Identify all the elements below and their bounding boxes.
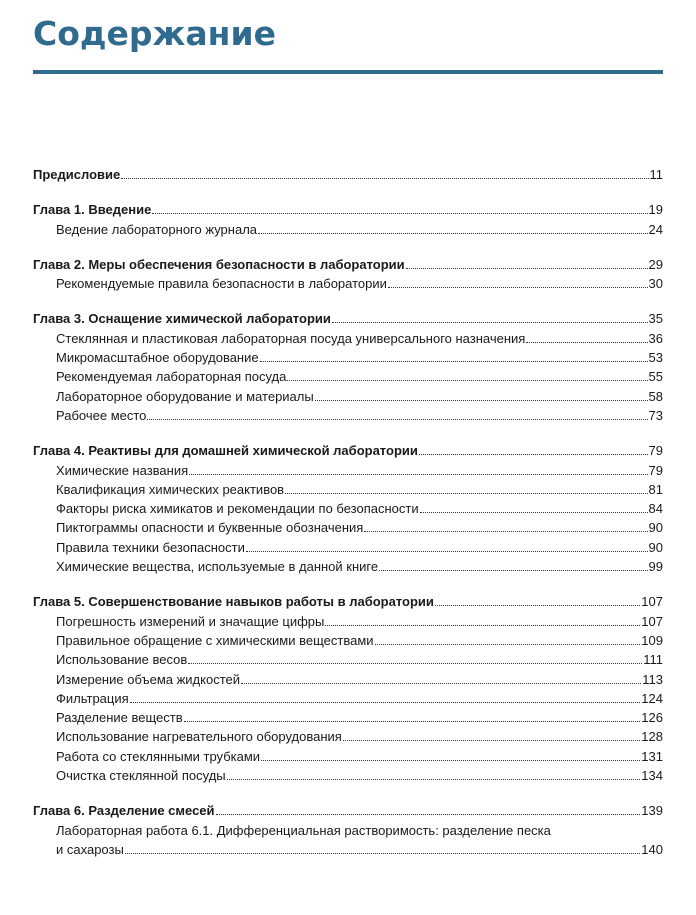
- toc-entry-label: Использование весов: [56, 652, 188, 668]
- toc-item[interactable]: [33, 329, 663, 348]
- toc-item[interactable]: [33, 518, 663, 537]
- toc-entry-label: Микромасштабное оборудование: [56, 350, 259, 366]
- toc-entry-page: 90: [648, 539, 663, 555]
- toc-entry-label: Глава 4. Реактивы для домашней химической лаборатории: [33, 443, 418, 459]
- toc-item[interactable]: [33, 480, 663, 499]
- toc-entry-page: 107: [641, 594, 663, 610]
- toc-item[interactable]: [33, 821, 663, 859]
- toc-entry-page: 79: [648, 443, 663, 459]
- toc-entry-label: Предисловие: [33, 167, 121, 182]
- leader-dots: [364, 522, 647, 532]
- toc-entry-label: Рабочее место: [56, 407, 147, 423]
- toc-item[interactable]: [33, 538, 663, 557]
- toc-entry-label: Химические названия: [56, 462, 189, 478]
- toc-item[interactable]: [33, 499, 663, 518]
- toc-entry-page: 128: [641, 729, 663, 745]
- toc-entry-label: Измерение объема жидкостей: [56, 671, 240, 687]
- toc-entry-page: 111: [643, 652, 663, 668]
- leader-dots: [435, 596, 640, 606]
- toc-entry-page: 140: [641, 841, 663, 857]
- toc-entry-page: 139: [641, 803, 663, 819]
- toc-entry-page: 30: [648, 276, 663, 292]
- leader-dots: [152, 204, 647, 214]
- toc-entry-page: 11: [649, 167, 663, 182]
- toc-chapter-2[interactable]: [33, 255, 663, 274]
- toc-chapter-5[interactable]: [33, 592, 663, 611]
- toc-entry-label: Факторы риска химикатов и рекомендации по безопасности: [56, 501, 419, 517]
- toc-entry-page: 35: [648, 311, 663, 327]
- toc-entry-label: Использование нагревательного оборудования: [56, 729, 342, 745]
- leader-dots: [125, 844, 640, 854]
- toc-entry-label: Лабораторное оборудование и материалы: [56, 388, 314, 404]
- toc-item[interactable]: [33, 461, 663, 480]
- toc-entry-label: Работа со стеклянными трубками: [56, 748, 261, 764]
- toc-entry-label: Разделение веществ: [56, 710, 183, 726]
- toc-entry-page: 24: [648, 221, 663, 237]
- toc-entry-label-line2: и сахарозы: [56, 841, 124, 857]
- leader-dots: [285, 484, 647, 494]
- leader-dots: [188, 654, 642, 664]
- leader-dots: [258, 224, 648, 234]
- toc-entry-page: 19: [648, 202, 663, 218]
- toc-entry-page: 131: [641, 748, 663, 764]
- toc-entry-label: Правила техники безопасности: [56, 539, 245, 555]
- toc-item[interactable]: [33, 220, 663, 239]
- toc-item[interactable]: [33, 650, 663, 669]
- toc-item[interactable]: [33, 689, 663, 708]
- toc-entry-page: 126: [641, 710, 663, 726]
- toc-entry-page: 99: [648, 559, 663, 575]
- toc-item[interactable]: [33, 631, 663, 650]
- toc-entry-label: Глава 6. Разделение смесей: [33, 803, 215, 819]
- leader-dots: [332, 313, 648, 323]
- toc-chapter-1[interactable]: [33, 200, 663, 219]
- toc-entry-label: Глава 3. Оснащение химической лаборатории: [33, 311, 331, 327]
- toc-item[interactable]: [33, 367, 663, 386]
- toc-entry-label: Рекомендуемые правила безопасности в лаборатории: [56, 276, 387, 292]
- toc-entry-page: 81: [648, 481, 663, 497]
- leader-dots: [375, 635, 641, 645]
- toc-entry-page: 90: [648, 520, 663, 536]
- toc-chapter-4[interactable]: [33, 441, 663, 460]
- leader-dots: [184, 712, 641, 722]
- leader-dots: [121, 169, 648, 179]
- toc-entry-label: Химические вещества, используемые в данной книге: [56, 559, 379, 575]
- toc-entry-label: Пиктограммы опасности и буквенные обозначения: [56, 520, 364, 536]
- toc-entry-label: Глава 5. Совершенствование навыков работы в лаборатории: [33, 594, 434, 610]
- toc-entry-label: Очистка стеклянной посуды: [56, 768, 226, 784]
- toc-item[interactable]: [33, 747, 663, 766]
- toc-item[interactable]: [33, 612, 663, 631]
- toc-entry-label: Глава 1. Введение: [33, 202, 152, 218]
- toc-entry-page: 134: [641, 768, 663, 784]
- toc-entry-page: 109: [641, 632, 663, 648]
- leader-dots: [216, 805, 641, 815]
- toc-entry-page: 79: [648, 462, 663, 478]
- toc-preface[interactable]: [33, 165, 663, 184]
- toc-entry-page: 29: [648, 256, 663, 272]
- toc-entry-page: 84: [648, 501, 663, 517]
- table-of-contents: [33, 165, 663, 859]
- toc-item[interactable]: [33, 708, 663, 727]
- toc-entry-label: Квалификация химических реактивов: [56, 481, 285, 497]
- toc-item[interactable]: [33, 557, 663, 576]
- leader-dots: [130, 693, 641, 703]
- leader-dots: [419, 445, 648, 455]
- toc-entry-label: Стеклянная и пластиковая лабораторная посуда универсального назначения: [56, 330, 526, 346]
- leader-dots: [388, 278, 648, 288]
- toc-entry-label: Правильное обращение с химическими веществами: [56, 632, 374, 648]
- leader-dots: [343, 731, 640, 741]
- toc-entry-label: Погрешность измерений и значащие цифры: [56, 613, 325, 629]
- toc-entry-label: Глава 2. Меры обеспечения безопасности в лаборатории: [33, 256, 405, 272]
- toc-entry-page: 58: [648, 388, 663, 404]
- leader-dots: [260, 352, 648, 362]
- toc-entry-page: 53: [648, 350, 663, 366]
- leader-dots: [420, 503, 648, 513]
- toc-item[interactable]: [33, 727, 663, 746]
- toc-entry-page: 107: [641, 613, 663, 629]
- leader-dots: [526, 333, 647, 343]
- toc-item[interactable]: [33, 387, 663, 406]
- page-title: Содержание: [33, 14, 276, 53]
- leader-dots: [406, 259, 648, 269]
- title-underline: [33, 70, 663, 74]
- leader-dots: [147, 410, 647, 420]
- toc-entry-page: 55: [648, 369, 663, 385]
- toc-entry-label: Фильтрация: [56, 690, 129, 706]
- toc-entry-label: Рекомендуемая лабораторная посуда: [56, 369, 287, 385]
- leader-dots: [287, 371, 647, 381]
- leader-dots: [241, 674, 641, 684]
- leader-dots: [315, 391, 648, 401]
- toc-item[interactable]: [33, 766, 663, 785]
- leader-dots: [227, 770, 641, 780]
- toc-entry-page: 36: [648, 330, 663, 346]
- toc-entry-label-line1: Лабораторная работа 6.1. Дифференциальная растворимость: разделение песка: [56, 822, 551, 838]
- toc-chapter-6[interactable]: [33, 801, 663, 820]
- leader-dots: [325, 616, 640, 626]
- leader-dots: [246, 542, 648, 552]
- leader-dots: [261, 751, 640, 761]
- leader-dots: [189, 465, 647, 475]
- toc-item[interactable]: [33, 670, 663, 689]
- leader-dots: [379, 561, 647, 571]
- toc-item[interactable]: [33, 274, 663, 293]
- toc-item[interactable]: [33, 348, 663, 367]
- toc-chapter-3[interactable]: [33, 309, 663, 328]
- toc-item[interactable]: [33, 406, 663, 425]
- toc-entry-page: 124: [641, 690, 663, 706]
- toc-entry-page: 113: [642, 671, 663, 687]
- toc-entry-label: Ведение лабораторного журнала: [56, 221, 258, 237]
- toc-entry-page: 73: [648, 407, 663, 423]
